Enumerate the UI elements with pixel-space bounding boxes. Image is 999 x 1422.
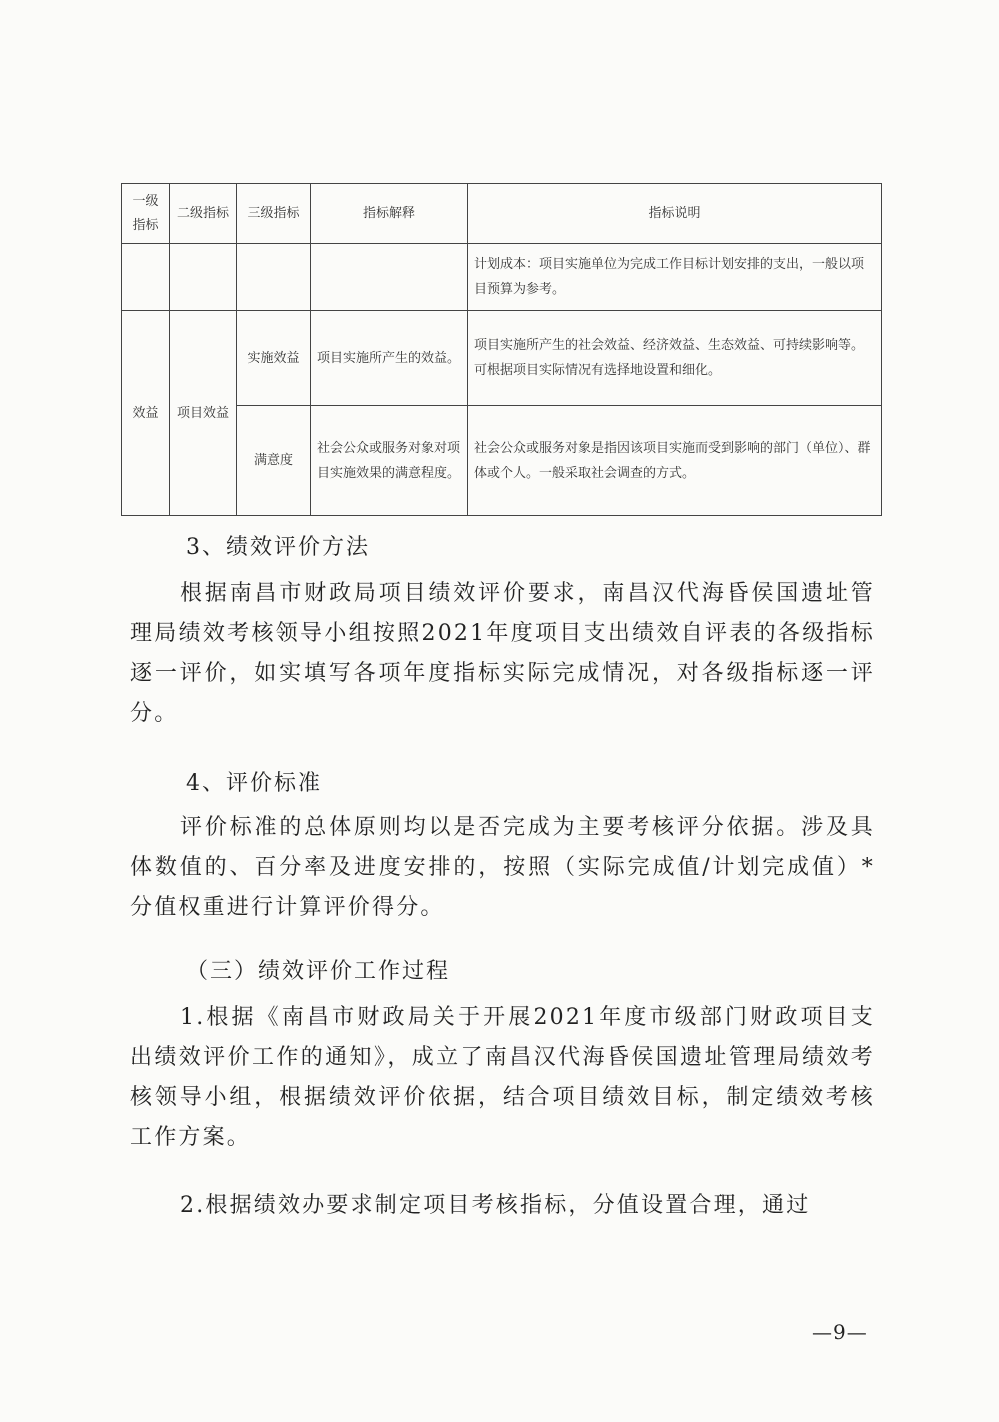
section3-paragraph: 根据南昌市财政局项目绩效评价要求，南昌汉代海昏侯国遗址管理局绩效考核领导小组按照2021年度项目支出绩效自评表的各级指标逐一评价，如实填写各项年度指标实际完成情况，对各级指标逐一评分。 (130, 581, 875, 726)
table-header-row (122, 184, 882, 244)
part3-item1: 1.根据《南昌市财政局关于开展2021年度市级部门财政项目支出绩效评价工作的通知》，成立了南昌汉代海昏侯国遗址管理局绩效考核领导小组，根据绩效评价依据，结合项目绩效目标，制定绩效考核工作方案。 (130, 1005, 875, 1150)
explanation-cell: 项目实施所产生的效益。 (311, 311, 468, 406)
metrics-table (121, 183, 882, 516)
header-description: 指标说明 (468, 184, 882, 244)
level3-cell: 满意度 (237, 406, 311, 516)
level3-cell: 实施效益 (237, 311, 311, 406)
section3-heading: 3、绩效评价方法 (186, 535, 370, 560)
explanation-cell: 社会公众或服务对象对项目实施效果的满意程度。 (311, 406, 468, 516)
section4-paragraph: 评价标准的总体原则均以是否完成为主要考核评分依据。涉及具体数值的、百分率及进度安排的，按照（实际完成值/计划完成值）*分值权重进行计算评价得分。 (130, 815, 875, 920)
header-level3: 三级指标 (237, 184, 311, 244)
description-cell: 项目实施所产生的社会效益、经济效益、生态效益、可持续影响等。可根据项目实际情况有选择地设置和细化。 (468, 311, 882, 406)
table-cell (311, 244, 468, 311)
table-row (122, 311, 882, 406)
level1-cell: 效益 (122, 311, 170, 516)
header-level1: 一级指标 (122, 184, 170, 244)
table-row (122, 244, 882, 311)
table-cell (122, 244, 170, 311)
part3-heading: （三）绩效评价工作过程 (186, 959, 451, 984)
cost-description-cell: 计划成本：项目实施单位为完成工作目标计划安排的支出，一般以项目预算为参考。 (468, 244, 882, 311)
table-cell (237, 244, 311, 311)
level2-cell: 项目效益 (170, 311, 237, 516)
page-number: —9— (812, 1320, 868, 1344)
description-cell: 社会公众或服务对象是指因该项目实施而受到影响的部门（单位）、群体或个人。一般采取社会调查的方式。 (468, 406, 882, 516)
table-cell (170, 244, 237, 311)
header-level2: 二级指标 (170, 184, 237, 244)
section4-heading: 4、评价标准 (186, 771, 322, 796)
header-explanation: 指标解释 (311, 184, 468, 244)
part3-item2: 2.根据绩效办要求制定项目考核指标，分值设置合理，通过 (180, 1193, 811, 1218)
